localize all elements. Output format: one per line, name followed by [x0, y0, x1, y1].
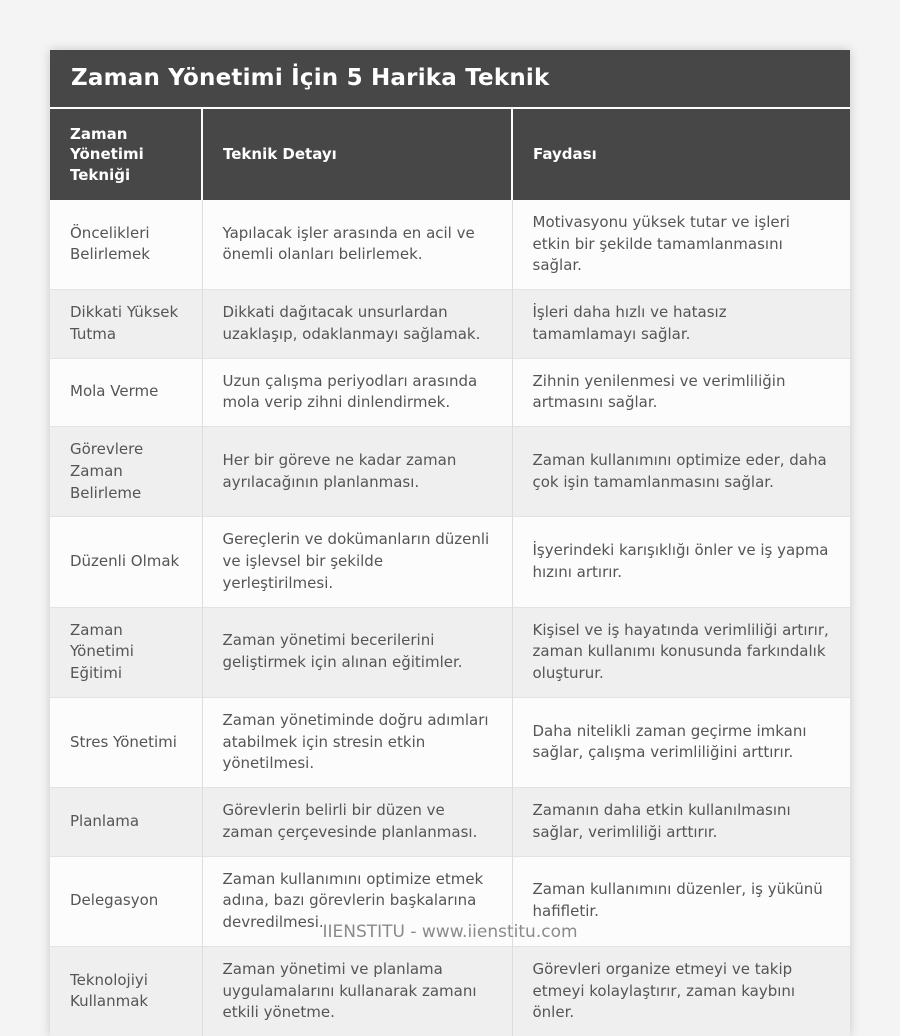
detail-cell: Görevlerin belirli bir düzen ve zaman çerçevesinde planlanması. [202, 788, 512, 857]
technique-cell: Dikkati Yüksek Tutma [50, 290, 202, 359]
technique-cell: Delegasyon [50, 856, 202, 946]
technique-cell: Mola Verme [50, 358, 202, 427]
technique-cell: Stres Yönetimi [50, 697, 202, 787]
table-header-row [50, 108, 850, 200]
detail-cell: Gereçlerin ve dokümanların düzenli ve işlevsel bir şekilde yerleştirilmesi. [202, 517, 512, 607]
detail-cell: Zaman yönetimi ve planlama uygulamalarını kullanarak zamanı etkili yönetme. [202, 946, 512, 1036]
table-header [50, 108, 850, 200]
technique-cell: Öncelikleri Belirlemek [50, 200, 202, 290]
benefit-cell: Daha nitelikli zaman geçirme imkanı sağlar, çalışma verimliliğini arttırır. [512, 697, 850, 787]
time-management-table [50, 107, 850, 1036]
page-title: Zaman Yönetimi İçin 5 Harika Teknik [50, 50, 850, 107]
benefit-cell: Zaman kullanımını optimize eder, daha çok işin tamamlanmasını sağlar. [512, 427, 850, 517]
column-header-detail: Teknik Detayı [202, 108, 512, 200]
detail-cell: Zaman kullanımını optimize etmek adına, bazı görevlerin başkalarına devredilmesi. [202, 856, 512, 946]
technique-cell: Teknolojiyi Kullanmak [50, 946, 202, 1036]
detail-cell: Yapılacak işler arasında en acil ve önemli olanları belirlemek. [202, 200, 512, 290]
table-row [50, 427, 850, 517]
table-row [50, 697, 850, 787]
detail-cell: Zaman yönetiminde doğru adımları atabilmek için stresin etkin yönetilmesi. [202, 697, 512, 787]
benefit-cell: İşleri daha hızlı ve hatasız tamamlamayı sağlar. [512, 290, 850, 359]
detail-cell: Uzun çalışma periyodları arasında mola verip zihni dinlendirmek. [202, 358, 512, 427]
detail-cell: Zaman yönetimi becerilerini geliştirmek için alınan eğitimler. [202, 607, 512, 697]
column-header-benefit: Faydası [512, 108, 850, 200]
table-row [50, 607, 850, 697]
table-row [50, 290, 850, 359]
technique-cell: Planlama [50, 788, 202, 857]
benefit-cell: Motivasyonu yüksek tutar ve işleri etkin bir şekilde tamamlanmasını sağlar. [512, 200, 850, 290]
table-row [50, 517, 850, 607]
technique-cell: Düzenli Olmak [50, 517, 202, 607]
table-row [50, 200, 850, 290]
detail-cell: Dikkati dağıtacak unsurlardan uzaklaşıp, odaklanmayı sağlamak. [202, 290, 512, 359]
benefit-cell: Zamanın daha etkin kullanılmasını sağlar, verimliliği arttırır. [512, 788, 850, 857]
table-row [50, 946, 850, 1036]
technique-cell: Görevlere Zaman Belirleme [50, 427, 202, 517]
benefit-cell: Görevleri organize etmeyi ve takip etmeyi kolaylaştırır, zaman kaybını önler. [512, 946, 850, 1036]
technique-cell: Zaman Yönetimi Eğitimi [50, 607, 202, 697]
time-management-table-card [50, 50, 850, 1036]
table-row [50, 788, 850, 857]
table-row [50, 358, 850, 427]
benefit-cell: İşyerindeki karışıklığı önler ve iş yapma hızını artırır. [512, 517, 850, 607]
column-header-technique: Zaman Yönetimi Tekniği [50, 108, 202, 200]
benefit-cell: Kişisel ve iş hayatında verimliliği artırır, zaman kullanımı konusunda farkındalık oluşturur. [512, 607, 850, 697]
footer-credit: IIENSTITU - www.iienstitu.com [322, 922, 578, 942]
detail-cell: Her bir göreve ne kadar zaman ayrılacağının planlanması. [202, 427, 512, 517]
benefit-cell: Zihnin yenilenmesi ve verimliliğin artmasını sağlar. [512, 358, 850, 427]
table-body [50, 200, 850, 1036]
benefit-cell: Zaman kullanımını düzenler, iş yükünü hafifletir. [512, 856, 850, 946]
